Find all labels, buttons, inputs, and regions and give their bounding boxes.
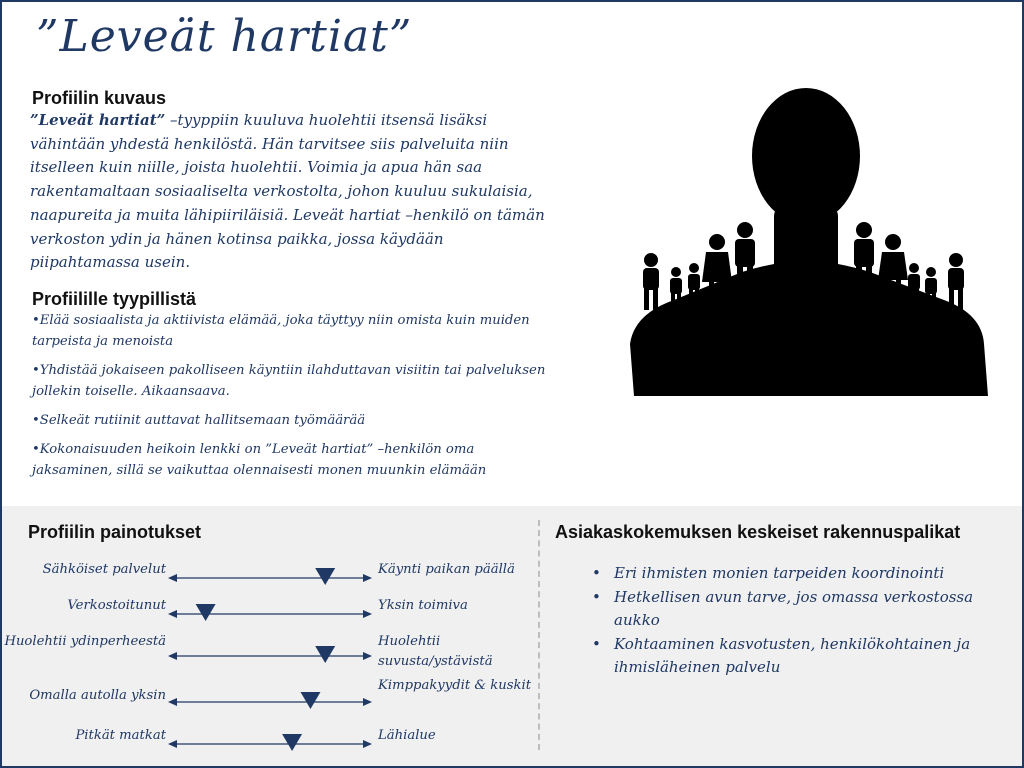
arrowhead-right-icon <box>363 652 372 660</box>
arrowhead-right-icon <box>363 610 372 618</box>
emphasis-scale <box>2 678 542 724</box>
trait-item: •Kokonaisuuden heikoin lenkki on ”Leveät hartiat” –henkilön oma jaksaminen, sillä se vaikuttaa olennaisesti monen muunkin elämään <box>32 442 487 478</box>
scale-right-label: Yksin toimiva <box>378 598 468 613</box>
building-block-item: • Hetkellisen avun tarve, jos omassa verkostossa aukko <box>588 586 1008 633</box>
scale-track <box>164 726 376 756</box>
emphasis-scale <box>2 632 542 678</box>
scale-right-label: Kimppakyydit & kuskit <box>378 678 532 693</box>
scale-left-label: Omalla autolla yksin <box>29 688 166 703</box>
scale-track <box>164 684 376 714</box>
scale-marker <box>315 568 335 585</box>
arrowhead-right-icon <box>363 698 372 706</box>
person-with-family-on-shoulders-silhouette-icon <box>624 86 990 396</box>
scale-left-label: Huolehtii ydinperheestä <box>4 634 166 649</box>
building-blocks-heading: Asiakaskokemuksen keskeiset rakennuspalikat <box>555 522 961 542</box>
emphasis-scale <box>2 726 542 768</box>
description-text <box>30 109 558 275</box>
traits-heading: Profiilille tyypillistä <box>32 289 197 309</box>
description-body: –tyyppiin kuuluva huolehtii itsensä lisäksi vähintään yhdestä henkilöstä. Hän tarvitsee siis palveluita niin itselleen kuin niille, joista huolehtii. Voimia ja apua hän saa rakentamaltaan sosiaaliselta verkostolta, johon kuuluu sukulaisia, naapureita ja muita lähipiiriläisiä. Leveät hartiat –henkilö on tämän verkoston ydin ja hänen kotinsa paikka, jossa käydään piipahtamassa usein. <box>30 111 545 272</box>
description-lead: ”Leveät hartiat” <box>30 111 166 129</box>
scale-left-label: Verkostoitunut <box>67 598 166 613</box>
trait-item: •Selkeät rutiinit auttavat hallitsemaan työmäärää <box>32 413 366 428</box>
scale-track <box>164 638 376 668</box>
scale-marker <box>300 692 320 709</box>
scale-marker <box>282 734 302 751</box>
scale-marker <box>315 646 335 663</box>
bottom-panel <box>2 506 1022 766</box>
building-blocks-list <box>588 562 1008 680</box>
arrowhead-left-icon <box>168 574 177 582</box>
scale-right-label: Huolehtii suvusta/ystävistä <box>378 634 493 669</box>
scale-right-label: Lähialue <box>378 728 436 743</box>
arrowhead-left-icon <box>168 610 177 618</box>
scale-track <box>164 560 376 590</box>
building-block-item: • Eri ihmisten monien tarpeiden koordinointi <box>588 562 1008 586</box>
traits-list <box>32 310 547 489</box>
emphasis-heading: Profiilin painotukset <box>28 522 202 542</box>
scale-marker <box>196 604 216 621</box>
scale-track <box>164 596 376 626</box>
scale-right-label: Käynti paikan päällä <box>378 562 515 577</box>
description-heading: Profiilin kuvaus <box>32 88 167 108</box>
arrowhead-right-icon <box>363 740 372 748</box>
scale-left-label: Pitkät matkat <box>75 728 166 743</box>
arrowhead-left-icon <box>168 698 177 706</box>
building-block-item: • Kohtaaminen kasvotusten, henkilökohtainen ja ihmisläheinen palvelu <box>588 633 1008 680</box>
slide-title: ”Leveät hartiat” <box>36 11 413 62</box>
trait-item: •Elää sosiaalista ja aktiivista elämää, joka täyttyy niin omista kuin muiden tarpeista ja menoista <box>32 313 530 349</box>
arrowhead-left-icon <box>168 652 177 660</box>
trait-item: •Yhdistää jokaiseen pakolliseen käyntiin ilahduttavan visiitin tai palveluksen jollekin toiselle. Aikaansaava. <box>32 363 546 399</box>
arrowhead-right-icon <box>363 574 372 582</box>
scale-left-label: Sähköiset palvelut <box>42 562 166 577</box>
arrowhead-left-icon <box>168 740 177 748</box>
